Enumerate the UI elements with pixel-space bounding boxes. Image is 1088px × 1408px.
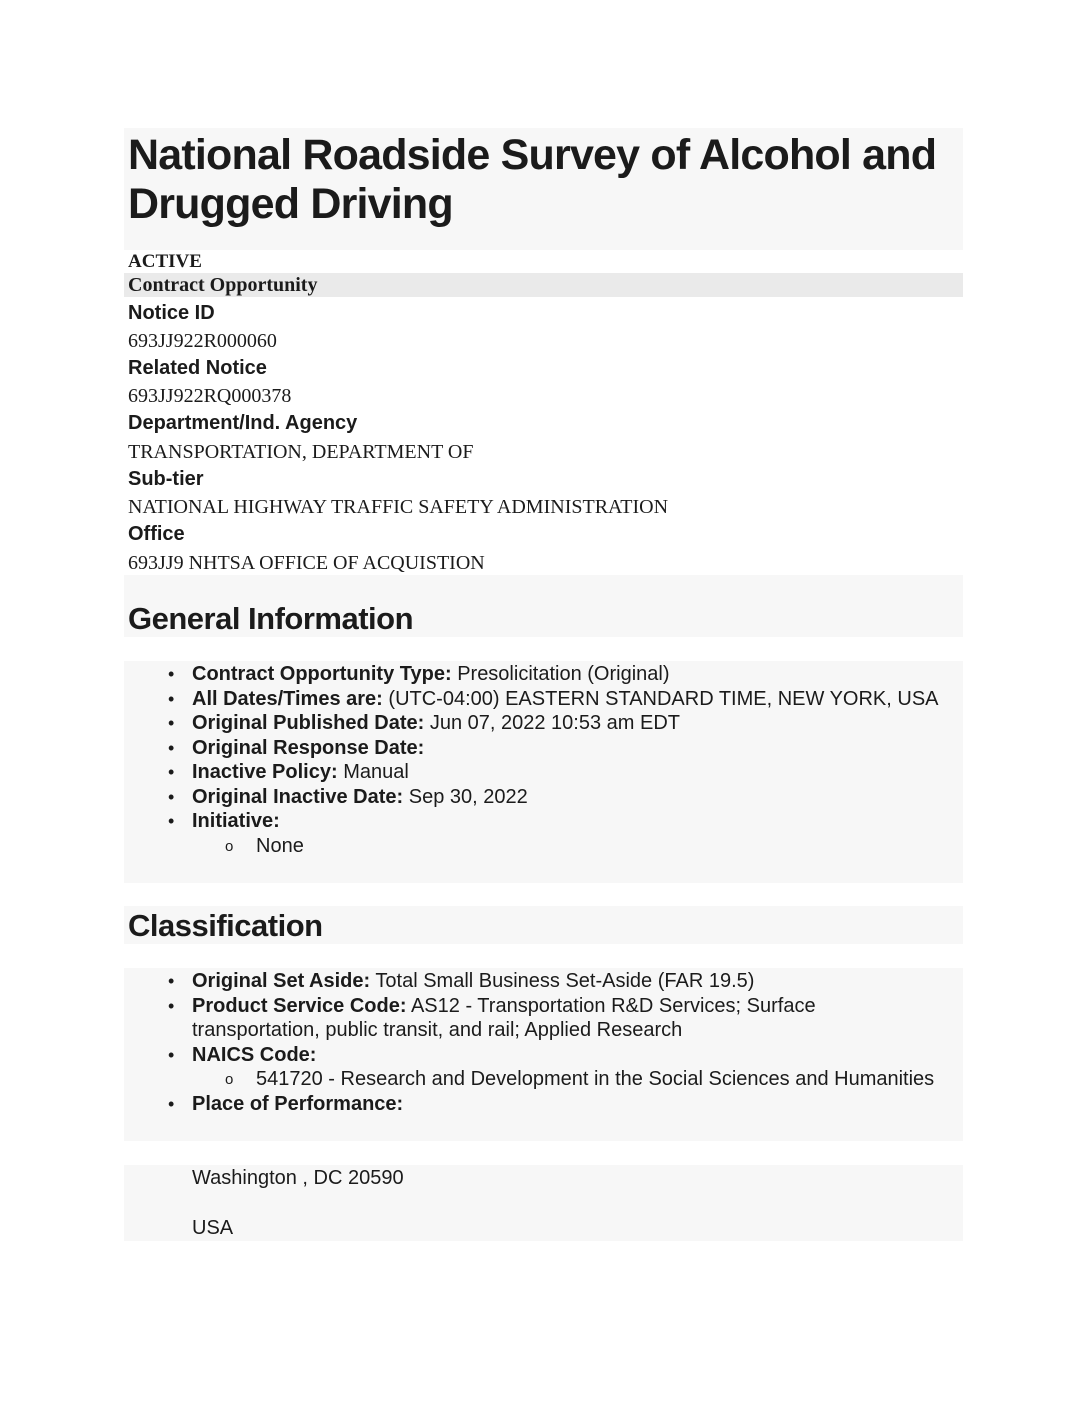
list-item: • NAICS Code: o 541720 - Research and Development in the Social Sciences and Humanities [128, 1043, 948, 1092]
office-label: Office [128, 523, 185, 545]
naics-sublist [192, 1067, 948, 1092]
list-item: o 541720 - Research and Development in the Social Sciences and Humanities [192, 1067, 948, 1092]
circle-bullet-icon: o [225, 1071, 234, 1088]
classification-heading: Classification [128, 908, 323, 943]
office-value: 693JJ9 NHTSA OFFICE OF ACQUISTION [128, 552, 485, 574]
list-item: • Initiative: o None [128, 809, 948, 858]
bullet-icon: • [168, 786, 175, 807]
bullet-icon: • [168, 1044, 175, 1065]
place-country: USA [192, 1217, 234, 1239]
bullet-icon: • [168, 811, 175, 831]
initiative-sublist [192, 834, 948, 859]
notice-id-value: 693JJ922R000060 [128, 330, 277, 352]
classification-list [128, 969, 948, 1116]
bullet-icon: • [168, 971, 175, 991]
list-item: • Original Inactive Date: Sep 30, 2022 [168, 785, 528, 808]
subtier-label: Sub-tier [128, 468, 204, 490]
general-information-list [128, 662, 948, 858]
list-item: • All Dates/Times are: (UTC-04:00) EASTERN STANDARD TIME, NEW YORK, USA [168, 687, 939, 710]
list-item: • Inactive Policy: Manual [168, 761, 409, 783]
bullet-icon: • [168, 762, 175, 782]
list-item: • Contract Opportunity Type: Presolicitation (Original) [168, 663, 670, 685]
notice-id-label: Notice ID [128, 302, 215, 324]
place-city: Washington , DC 20590 [192, 1167, 404, 1189]
list-item: o None [192, 834, 948, 859]
bullet-icon: • [168, 713, 175, 733]
page-title: National Roadside Survey of Alcohol and Drugged Driving [128, 131, 937, 228]
list-item: • Product Service Code: AS12 - Transportation R&D Services; Surface transportation, public transit, and rail; Applied Research [168, 994, 816, 1041]
bullet-icon: • [168, 1093, 175, 1114]
related-notice-value: 693JJ922RQ000378 [128, 385, 292, 407]
circle-bullet-icon: o [225, 837, 234, 855]
department-label: Department/Ind. Agency [128, 412, 358, 434]
list-item: • Place of Performance: [168, 1092, 404, 1115]
bullet-icon: • [168, 688, 175, 709]
general-information-heading: General Information [128, 601, 414, 636]
bullet-icon: • [168, 737, 175, 758]
list-item: • Original Set Aside: Total Small Business Set-Aside (FAR 19.5) [168, 970, 755, 992]
status-badge: ACTIVE [128, 251, 202, 272]
related-notice-label: Related Notice [128, 357, 267, 379]
list-item: • Original Response Date: [168, 736, 425, 759]
list-item: • Original Published Date: Jun 07, 2022 10:53 am EDT [168, 712, 680, 734]
bullet-icon: • [168, 995, 175, 1016]
bullet-icon: • [168, 664, 175, 684]
notice-type: Contract Opportunity [128, 274, 318, 296]
department-value: TRANSPORTATION, DEPARTMENT OF [128, 441, 474, 463]
subtier-value: NATIONAL HIGHWAY TRAFFIC SAFETY ADMINISTRATION [128, 496, 669, 518]
